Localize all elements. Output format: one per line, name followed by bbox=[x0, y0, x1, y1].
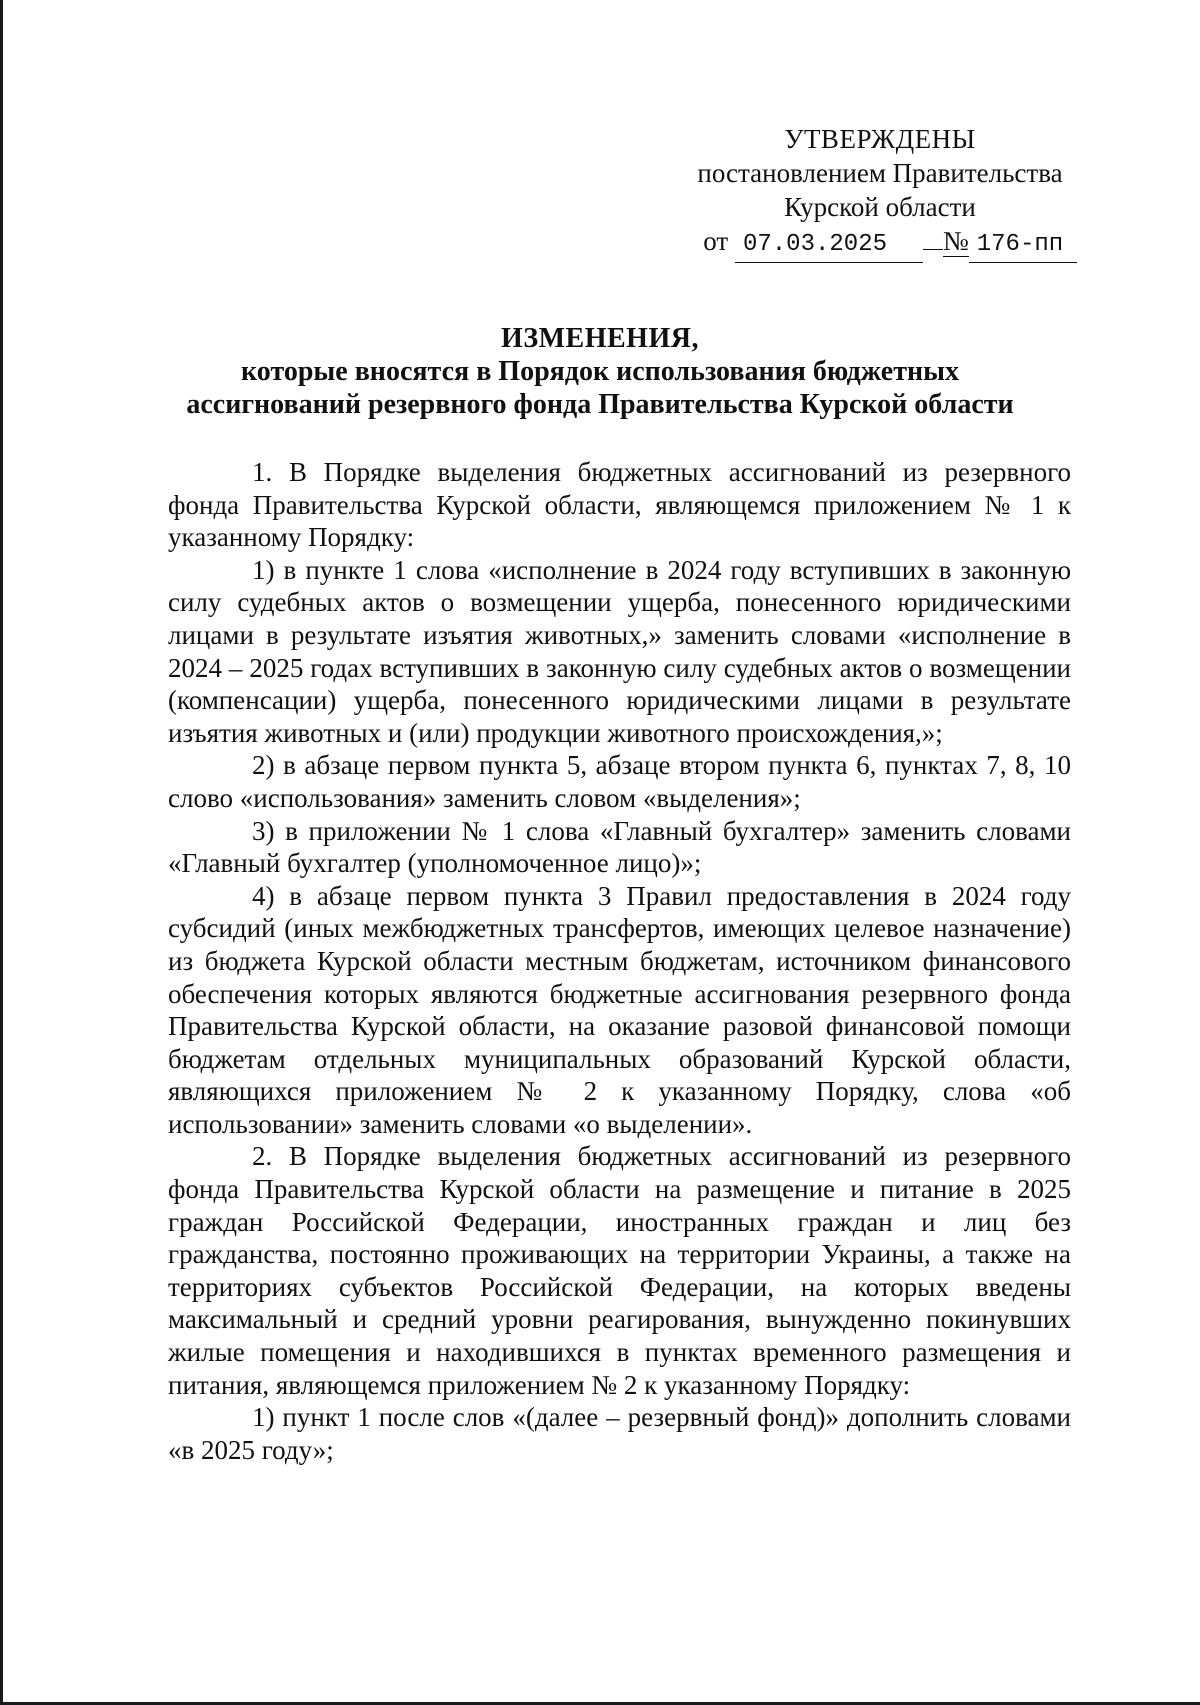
heading-title: ИЗМЕНЕНИЯ, bbox=[501, 323, 699, 354]
paragraph-2: 2. В Порядке выделения бюджетных ассигнований из резервного фонда Правительства Курской области на размещение и питание в 2025 граждан Российской Федерации, иностранных граждан и лиц без гражданства, постоянно проживающих на территории Украины, а также на территориях субъектов Российской Федерации, на которых введены максимальный и средний уровни реагирования, вынужденно покинувших жилые помещения и находившихся в пунктах временного размещения и питания, являющемся приложением № 2 к указанному Порядку: bbox=[168, 1141, 1071, 1400]
approval-region: Курской области bbox=[784, 192, 976, 222]
scan-left-edge bbox=[0, 0, 3, 1705]
number-prefix: № bbox=[942, 226, 969, 256]
paragraph-1-item-4: 4) в абзаце первом пункта 3 Правил предоставления в 2024 году субсидий (иных межбюджетных трансфертов, имеющих целевое назначение) из бюджета Курской области местным бюджетам, источником финансового обеспечения которых являются бюджетные ассигнования резервного фонда Правительства Курской области, на оказание разовой финансовой помощи бюджетам отдельных муниципальных образований Курской области, являющихся приложением № 2 к указанному Порядку, слова «об использовании» заменить словами «о выделении». bbox=[168, 880, 1071, 1139]
approval-title: УТВЕРЖДЕНЫ bbox=[784, 124, 976, 154]
date-underline-gap bbox=[923, 249, 943, 250]
approval-block bbox=[650, 122, 1110, 263]
heading-subtitle-line2: ассигнований резервного фонда Правительства Курской области bbox=[186, 389, 1014, 420]
date-prefix: от bbox=[703, 226, 729, 256]
approval-authority: постановлением Правительства bbox=[697, 158, 1063, 188]
heading-subtitle-line1: которые вносятся в Порядок использования бюджетных bbox=[241, 356, 959, 387]
document-body bbox=[168, 456, 1071, 1466]
document-heading bbox=[150, 322, 1050, 421]
approval-number: 176-пп bbox=[969, 228, 1077, 263]
approval-date-row bbox=[670, 224, 1110, 263]
paragraph-1-item-2: 2) в абзаце первом пункта 5, абзаце втором пункта 6, пунктах 7, 8, 10 слово «использования» заменить словом «выделения»; bbox=[168, 750, 1071, 813]
paragraph-2-item-1: 1) пункт 1 после слов «(далее – резервный фонд)» дополнить словами «в 2025 году»; bbox=[168, 1402, 1071, 1465]
paragraph-1: 1. В Порядке выделения бюджетных ассигнований из резервного фонда Правительства Курской области, являющемся приложением № 1 к указанному Порядку: bbox=[168, 457, 1071, 553]
paragraph-1-item-3: 3) в приложении № 1 слова «Главный бухгалтер» заменить словами «Главный бухгалтер (уполномоченное лицо)»; bbox=[168, 815, 1071, 879]
paragraph-1-item-1: 1) в пункте 1 слова «исполнение в 2024 году вступивших в законную силу судебных актов о возмещении ущерба, понесенного юридическими лицами в результате изъятия животных,» заменить словами «исполнение в 2024 – 2025 годах вступивших в законную силу судебных актов о возмещении (компенсации) ущерба, понесенного юридическими лицами в результате изъятия животных и (или) продукции животного происхождения,»; bbox=[168, 554, 1071, 748]
approval-date: 07.03.2025 bbox=[735, 228, 923, 263]
